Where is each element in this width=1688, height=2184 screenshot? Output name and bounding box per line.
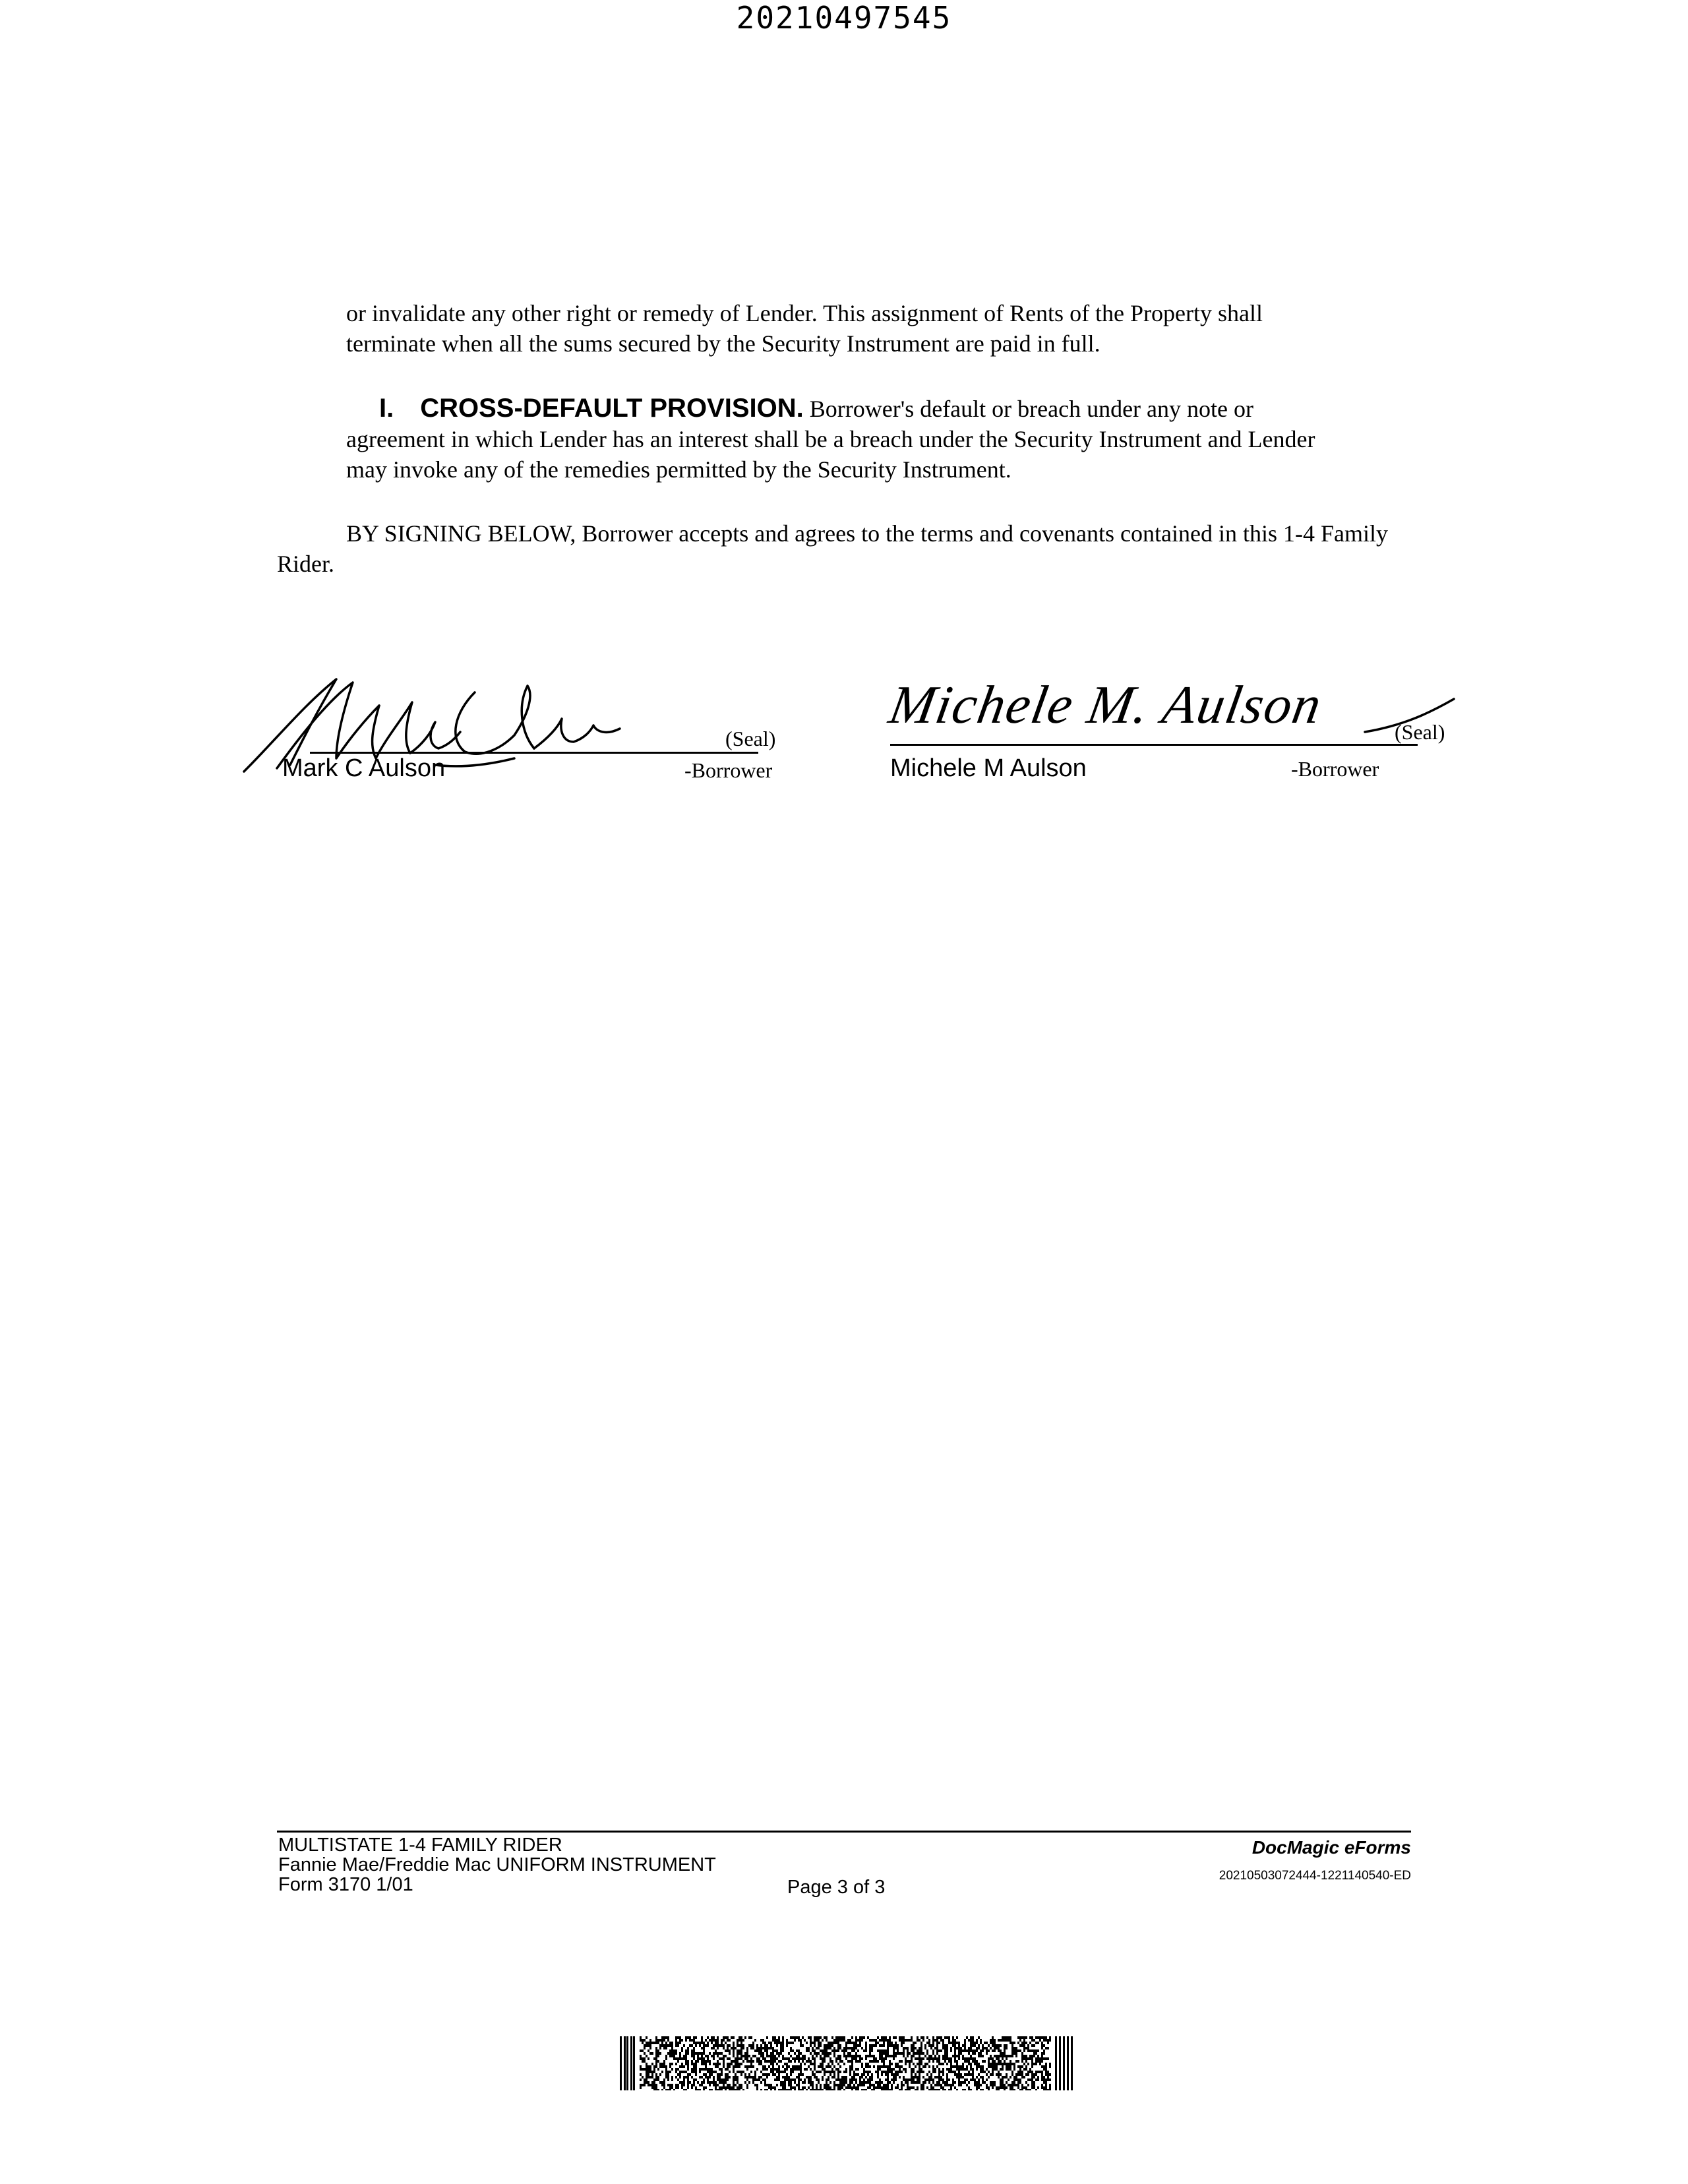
- section-letter: I.: [379, 394, 394, 423]
- cross-default-paragraph: [346, 393, 1348, 485]
- continuation-paragraph: or invalidate any other right or remedy of Lender. This assignment of Rents of the Property shall terminate when all the sums secured by the Security Instrument are paid in full.: [346, 300, 1263, 357]
- signing-statement-text: BY SIGNING BELOW, Borrower accepts and agrees to the terms and covenants contained in this 1-4 Family Rider.: [277, 520, 1388, 577]
- borrower-name-2: Michele M Aulson: [890, 754, 1087, 782]
- signature-block-borrower-2: [885, 673, 1470, 791]
- footer-form-title: MULTISTATE 1-4 FAMILY RIDER: [278, 1835, 562, 1856]
- handwritten-signature-2: Michele M. Aulson: [885, 675, 1327, 735]
- footer-divider: [277, 1831, 1411, 1833]
- footer-form-number: Form 3170 1/01: [278, 1874, 413, 1895]
- borrower-role-1: -Borrower: [684, 758, 773, 782]
- signing-statement: [277, 518, 1424, 579]
- document-barcode: [620, 2036, 1075, 2090]
- borrower-role-2: -Borrower: [1291, 757, 1379, 781]
- borrower-name-1: Mark C Aulson: [282, 754, 446, 782]
- section-heading: CROSS-DEFAULT PROVISION.: [420, 394, 804, 423]
- footer-page-number: Page 3 of 3: [787, 1877, 886, 1898]
- docmagic-logo: DocMagic eForms: [1251, 1837, 1411, 1858]
- section-text: Borrower's default or breach under any note or agreement in which Lender has an interest shall be a breach under the Security Instrument and Lender may invoke any of the remedies permitted by the Security Instrument.: [346, 396, 1315, 483]
- signature-block-borrower-1: [237, 666, 804, 785]
- document-number: 20210497545: [736, 0, 952, 36]
- footer-form-source: Fannie Mae/Freddie Mac UNIFORM INSTRUMENT: [278, 1854, 716, 1875]
- seal-label-2: (Seal): [1395, 720, 1445, 744]
- seal-label-1: (Seal): [725, 727, 776, 750]
- footer-document-code: 20210503072444-1221140540-ED: [1219, 1869, 1411, 1883]
